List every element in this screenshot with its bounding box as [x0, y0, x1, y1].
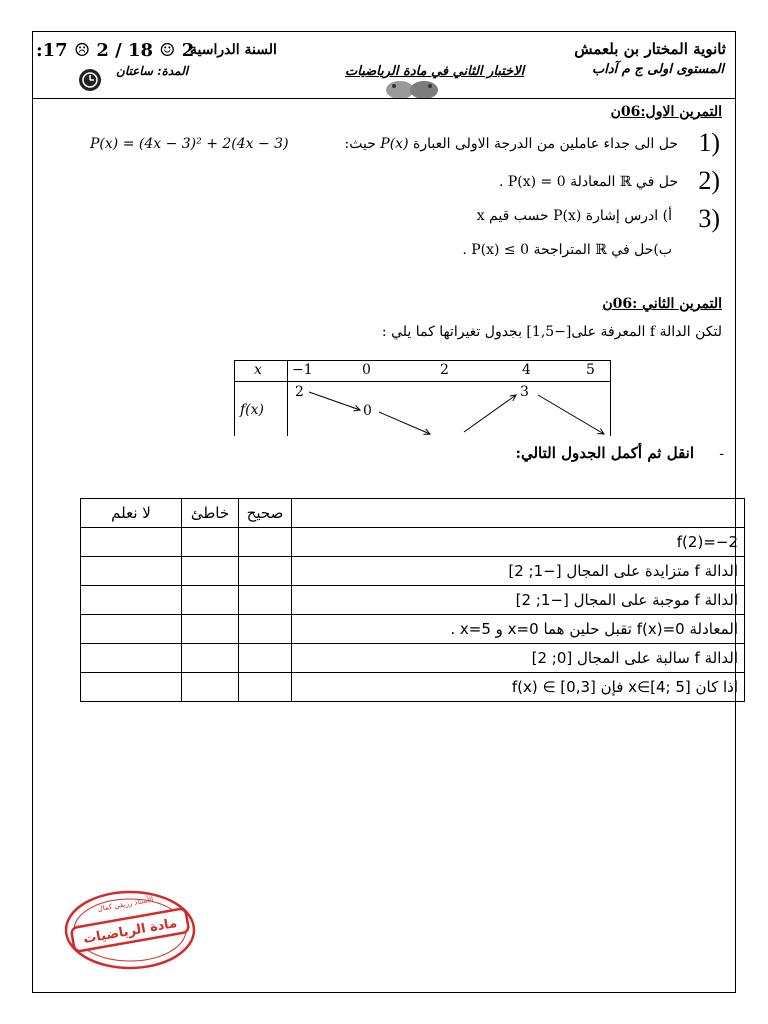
cell-dont-know[interactable]: [81, 528, 182, 557]
col-statement: [292, 499, 745, 528]
cell-false[interactable]: [182, 557, 239, 586]
vt-f-value: 0: [363, 403, 372, 419]
q1-text: [345, 136, 679, 152]
q1-px: P(x): [380, 136, 409, 152]
cell-true[interactable]: [239, 528, 292, 557]
cell-true[interactable]: [239, 673, 292, 702]
teacher-stamp: [62, 888, 198, 972]
exercise2-intro: لتكن الدالة f المعرفة على[−1,5] بجدول تغيراتها كما يلي :: [381, 324, 722, 340]
exam-title: الاختبار الثاني في مادة الرياضيات: [345, 64, 525, 79]
q1-formula: P(x) = (4x − 3)² + 2(4x − 3): [90, 136, 289, 152]
table-row: [81, 586, 745, 615]
vt-x-value: 2: [440, 362, 449, 378]
cell-false[interactable]: [182, 586, 239, 615]
cell-dont-know[interactable]: [81, 557, 182, 586]
vt-f-value: 3: [520, 384, 529, 400]
exercise2-title: التمرين الثاني :06ن: [602, 296, 722, 312]
table-header-row: [81, 499, 745, 528]
col-false: خاطئ: [182, 499, 239, 528]
exercise1-title: التمرين الاول:06ن: [610, 104, 722, 120]
cell-false[interactable]: [182, 615, 239, 644]
col-dont-know: لا نعلم: [81, 499, 182, 528]
q1-text-main: حل الى جداء عاملين من الدرجة الاولى العبارة: [413, 136, 678, 152]
cell-true[interactable]: [239, 644, 292, 673]
clock-icon: [78, 68, 102, 92]
header-divider: [33, 98, 735, 99]
table-row: [81, 528, 745, 557]
table-row: [81, 557, 745, 586]
duration: المدة: ساعتان: [116, 64, 189, 78]
year-label: السنة الدراسية: [190, 42, 277, 58]
statement-cell: الدالة f موجبة على المجال [−1; 2]: [292, 586, 745, 615]
cell-true[interactable]: [239, 615, 292, 644]
statement-cell: الدالة f سالبة على المجال [0; 2]: [292, 644, 745, 673]
statement-cell: f(2)=−2: [292, 528, 745, 557]
q3b-text: ب)حل في ℝ المتراجحة P(x) ≤ 0 .: [462, 242, 672, 258]
cell-dont-know[interactable]: [81, 615, 182, 644]
school-name: ثانوية المختار بن بلعمش: [574, 40, 726, 58]
q1-where: حيث:: [344, 136, 376, 152]
q3-number: 3): [698, 204, 720, 233]
vt-x-value: 4: [522, 362, 531, 378]
cell-false[interactable]: [182, 673, 239, 702]
variation-table: [234, 360, 611, 436]
cell-dont-know[interactable]: [81, 644, 182, 673]
year-value: :17 ☹ 2 / 18 ☺ 2: [36, 40, 195, 61]
level: المستوى اولى ج م آداب: [592, 62, 724, 77]
col-true: صحيح: [239, 499, 292, 528]
cell-true[interactable]: [239, 586, 292, 615]
statement-cell: اذا كان x∈[4; 5] فإن f(x) ∈ [0,3]: [292, 673, 745, 702]
cell-true[interactable]: [239, 557, 292, 586]
q3a-text: أ) ادرس إشارة P(x) حسب قيم x: [476, 208, 672, 224]
decorative-animals-icon: [382, 76, 442, 104]
table-row: [81, 673, 745, 702]
vt-x-value: 0: [362, 362, 371, 378]
q2-text: حل في ℝ المعادلة P(x) = 0 .: [498, 174, 678, 190]
q2-number: 2): [698, 166, 720, 195]
table-row: [81, 615, 745, 644]
vt-x-value: 5: [586, 362, 595, 378]
cell-dont-know[interactable]: [81, 673, 182, 702]
vt-x-label: x: [254, 362, 262, 378]
variation-arrows: [234, 360, 611, 436]
vt-x-value: −1: [292, 362, 313, 378]
stamp-main-text: مادة الرياضيات: [82, 915, 179, 948]
instruction: انقل ثم أكمل الجدول التالي:: [515, 444, 694, 462]
statement-cell: الدالة f متزايدة على المجال [−1; 2]: [292, 557, 745, 586]
cell-false[interactable]: [182, 644, 239, 673]
answer-table: [80, 498, 745, 702]
table-row: [81, 644, 745, 673]
instruction-dash: -: [719, 446, 724, 462]
cell-false[interactable]: [182, 528, 239, 557]
vt-fx-label: f(x): [240, 402, 265, 418]
cell-dont-know[interactable]: [81, 586, 182, 615]
stamp-top-text: الأستاذ رزيقي كمال: [97, 895, 154, 914]
q1-number: 1): [698, 128, 720, 157]
statement-cell: المعادلة f(x)=0 تقبل حلين هما x=0 و x=5 .: [292, 615, 745, 644]
vt-f-value: 2: [295, 384, 304, 400]
